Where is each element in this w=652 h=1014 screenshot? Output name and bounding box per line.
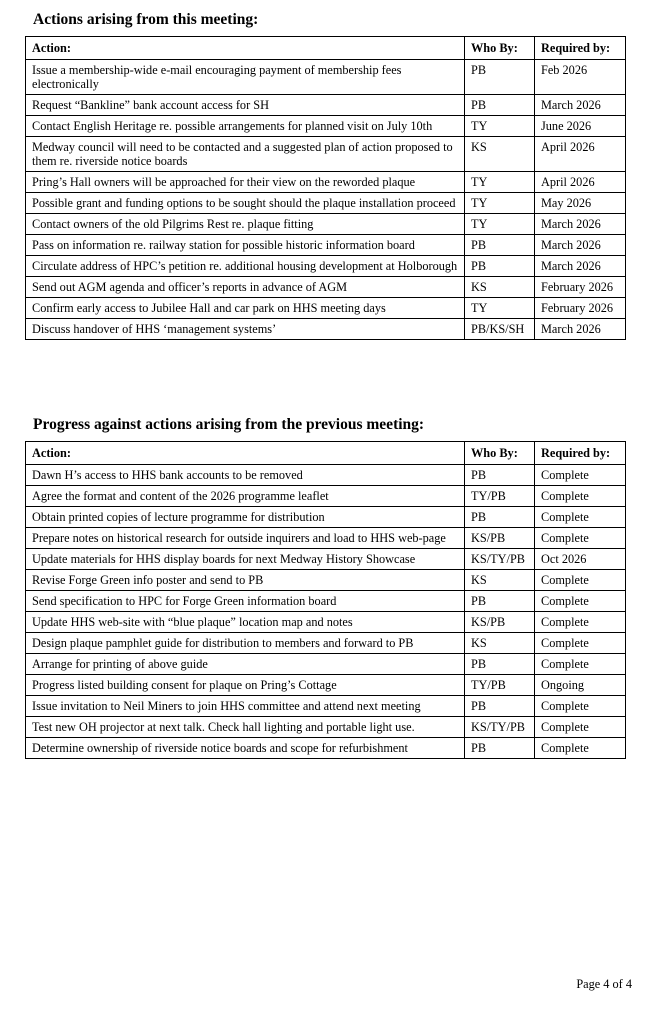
required-by-cell: May 2026	[535, 193, 626, 214]
previous-actions-heading: Progress against actions arising from the previous meeting:	[33, 416, 425, 433]
required-by-cell: Complete	[535, 717, 626, 738]
action-cell: Pass on information re. railway station for possible historic information board	[26, 235, 465, 256]
table-row	[26, 717, 626, 738]
who-by-column-header: Who By:	[465, 442, 535, 465]
required-by-cell: April 2026	[535, 172, 626, 193]
page-number: Page 4 of 4	[576, 977, 632, 991]
action-cell: Obtain printed copies of lecture programme for distribution	[26, 507, 465, 528]
action-cell: Send specification to HPC for Forge Green information board	[26, 591, 465, 612]
required-by-column-header: Required by:	[535, 442, 626, 465]
table-header-row	[26, 37, 626, 60]
who-by-cell: PB	[465, 256, 535, 277]
who-by-cell: KS/TY/PB	[465, 717, 535, 738]
required-by-cell: Complete	[535, 696, 626, 717]
required-by-cell: Oct 2026	[535, 549, 626, 570]
required-by-cell: Complete	[535, 654, 626, 675]
required-by-cell: Complete	[535, 528, 626, 549]
required-by-cell: March 2026	[535, 319, 626, 340]
required-by-cell: March 2026	[535, 256, 626, 277]
table-row	[26, 465, 626, 486]
action-cell: Possible grant and funding options to be sought should the plaque installation proceed	[26, 193, 465, 214]
required-by-cell: February 2026	[535, 277, 626, 298]
action-cell: Send out AGM agenda and officer’s reports in advance of AGM	[26, 277, 465, 298]
who-by-column-header: Who By:	[465, 37, 535, 60]
table-row	[26, 172, 626, 193]
table-row	[26, 137, 626, 172]
who-by-cell: TY	[465, 214, 535, 235]
table-row	[26, 214, 626, 235]
table-row	[26, 738, 626, 759]
action-cell: Progress listed building consent for plaque on Pring’s Cottage	[26, 675, 465, 696]
table-row	[26, 235, 626, 256]
required-by-cell: Complete	[535, 570, 626, 591]
action-cell: Contact owners of the old Pilgrims Rest re. plaque fitting	[26, 214, 465, 235]
who-by-cell: PB	[465, 696, 535, 717]
table-row	[26, 298, 626, 319]
required-by-cell: June 2026	[535, 116, 626, 137]
action-column-header: Action:	[26, 37, 465, 60]
table-row	[26, 486, 626, 507]
who-by-cell: TY	[465, 298, 535, 319]
who-by-cell: PB	[465, 60, 535, 95]
required-by-cell: Feb 2026	[535, 60, 626, 95]
table-row	[26, 193, 626, 214]
table-row	[26, 549, 626, 570]
who-by-cell: PB/KS/SH	[465, 319, 535, 340]
table-row	[26, 507, 626, 528]
who-by-cell: PB	[465, 507, 535, 528]
action-cell: Test new OH projector at next talk. Check hall lighting and portable light use.	[26, 717, 465, 738]
table-row	[26, 675, 626, 696]
action-cell: Circulate address of HPC’s petition re. additional housing development at Holborough	[26, 256, 465, 277]
table-row	[26, 528, 626, 549]
action-cell: Medway council will need to be contacted and a suggested plan of action proposed to them re. riverside notice boards	[26, 137, 465, 172]
required-by-cell: March 2026	[535, 95, 626, 116]
required-by-cell: Complete	[535, 612, 626, 633]
table-row	[26, 591, 626, 612]
who-by-cell: KS	[465, 570, 535, 591]
required-by-column-header: Required by:	[535, 37, 626, 60]
who-by-cell: TY/PB	[465, 675, 535, 696]
action-cell: Determine ownership of riverside notice boards and scope for refurbishment	[26, 738, 465, 759]
required-by-cell: April 2026	[535, 137, 626, 172]
who-by-cell: KS	[465, 137, 535, 172]
required-by-cell: March 2026	[535, 235, 626, 256]
action-cell: Confirm early access to Jubilee Hall and car park on HHS meeting days	[26, 298, 465, 319]
table-row	[26, 570, 626, 591]
who-by-cell: TY/PB	[465, 486, 535, 507]
who-by-cell: PB	[465, 95, 535, 116]
action-column-header: Action:	[26, 442, 465, 465]
previous-actions-table	[25, 441, 626, 759]
table-row	[26, 654, 626, 675]
who-by-cell: KS/TY/PB	[465, 549, 535, 570]
action-cell: Prepare notes on historical research for outside inquirers and load to HHS web-page	[26, 528, 465, 549]
current-actions-table	[25, 36, 626, 340]
action-cell: Issue invitation to Neil Miners to join HHS committee and attend next meeting	[26, 696, 465, 717]
who-by-cell: TY	[465, 116, 535, 137]
table-row	[26, 95, 626, 116]
who-by-cell: PB	[465, 591, 535, 612]
action-cell: Request “Bankline” bank account access for SH	[26, 95, 465, 116]
action-cell: Pring’s Hall owners will be approached for their view on the reworded plaque	[26, 172, 465, 193]
table-header-row	[26, 442, 626, 465]
who-by-cell: PB	[465, 738, 535, 759]
action-cell: Discuss handover of HHS ‘management systems’	[26, 319, 465, 340]
table-row	[26, 696, 626, 717]
required-by-cell: Complete	[535, 738, 626, 759]
table-row	[26, 319, 626, 340]
action-cell: Update HHS web-site with “blue plaque” location map and notes	[26, 612, 465, 633]
table-row	[26, 60, 626, 95]
who-by-cell: TY	[465, 172, 535, 193]
who-by-cell: PB	[465, 465, 535, 486]
action-cell: Agree the format and content of the 2026 programme leaflet	[26, 486, 465, 507]
action-cell: Contact English Heritage re. possible arrangements for planned visit on July 10th	[26, 116, 465, 137]
action-cell: Update materials for HHS display boards for next Medway History Showcase	[26, 549, 465, 570]
who-by-cell: KS/PB	[465, 612, 535, 633]
required-by-cell: March 2026	[535, 214, 626, 235]
action-cell: Revise Forge Green info poster and send to PB	[26, 570, 465, 591]
required-by-cell: Ongoing	[535, 675, 626, 696]
required-by-cell: Complete	[535, 633, 626, 654]
action-cell: Issue a membership-wide e-mail encouraging payment of membership fees electronically	[26, 60, 465, 95]
action-cell: Dawn H’s access to HHS bank accounts to be removed	[26, 465, 465, 486]
required-by-cell: February 2026	[535, 298, 626, 319]
action-cell: Arrange for printing of above guide	[26, 654, 465, 675]
who-by-cell: KS	[465, 277, 535, 298]
table-row	[26, 256, 626, 277]
who-by-cell: PB	[465, 654, 535, 675]
required-by-cell: Complete	[535, 591, 626, 612]
who-by-cell: KS/PB	[465, 528, 535, 549]
required-by-cell: Complete	[535, 507, 626, 528]
who-by-cell: PB	[465, 235, 535, 256]
table-row	[26, 612, 626, 633]
required-by-cell: Complete	[535, 486, 626, 507]
table-row	[26, 277, 626, 298]
table-row	[26, 633, 626, 654]
table-row	[26, 116, 626, 137]
current-actions-heading: Actions arising from this meeting:	[33, 11, 259, 28]
action-cell: Design plaque pamphlet guide for distribution to members and forward to PB	[26, 633, 465, 654]
who-by-cell: TY	[465, 193, 535, 214]
who-by-cell: KS	[465, 633, 535, 654]
required-by-cell: Complete	[535, 465, 626, 486]
